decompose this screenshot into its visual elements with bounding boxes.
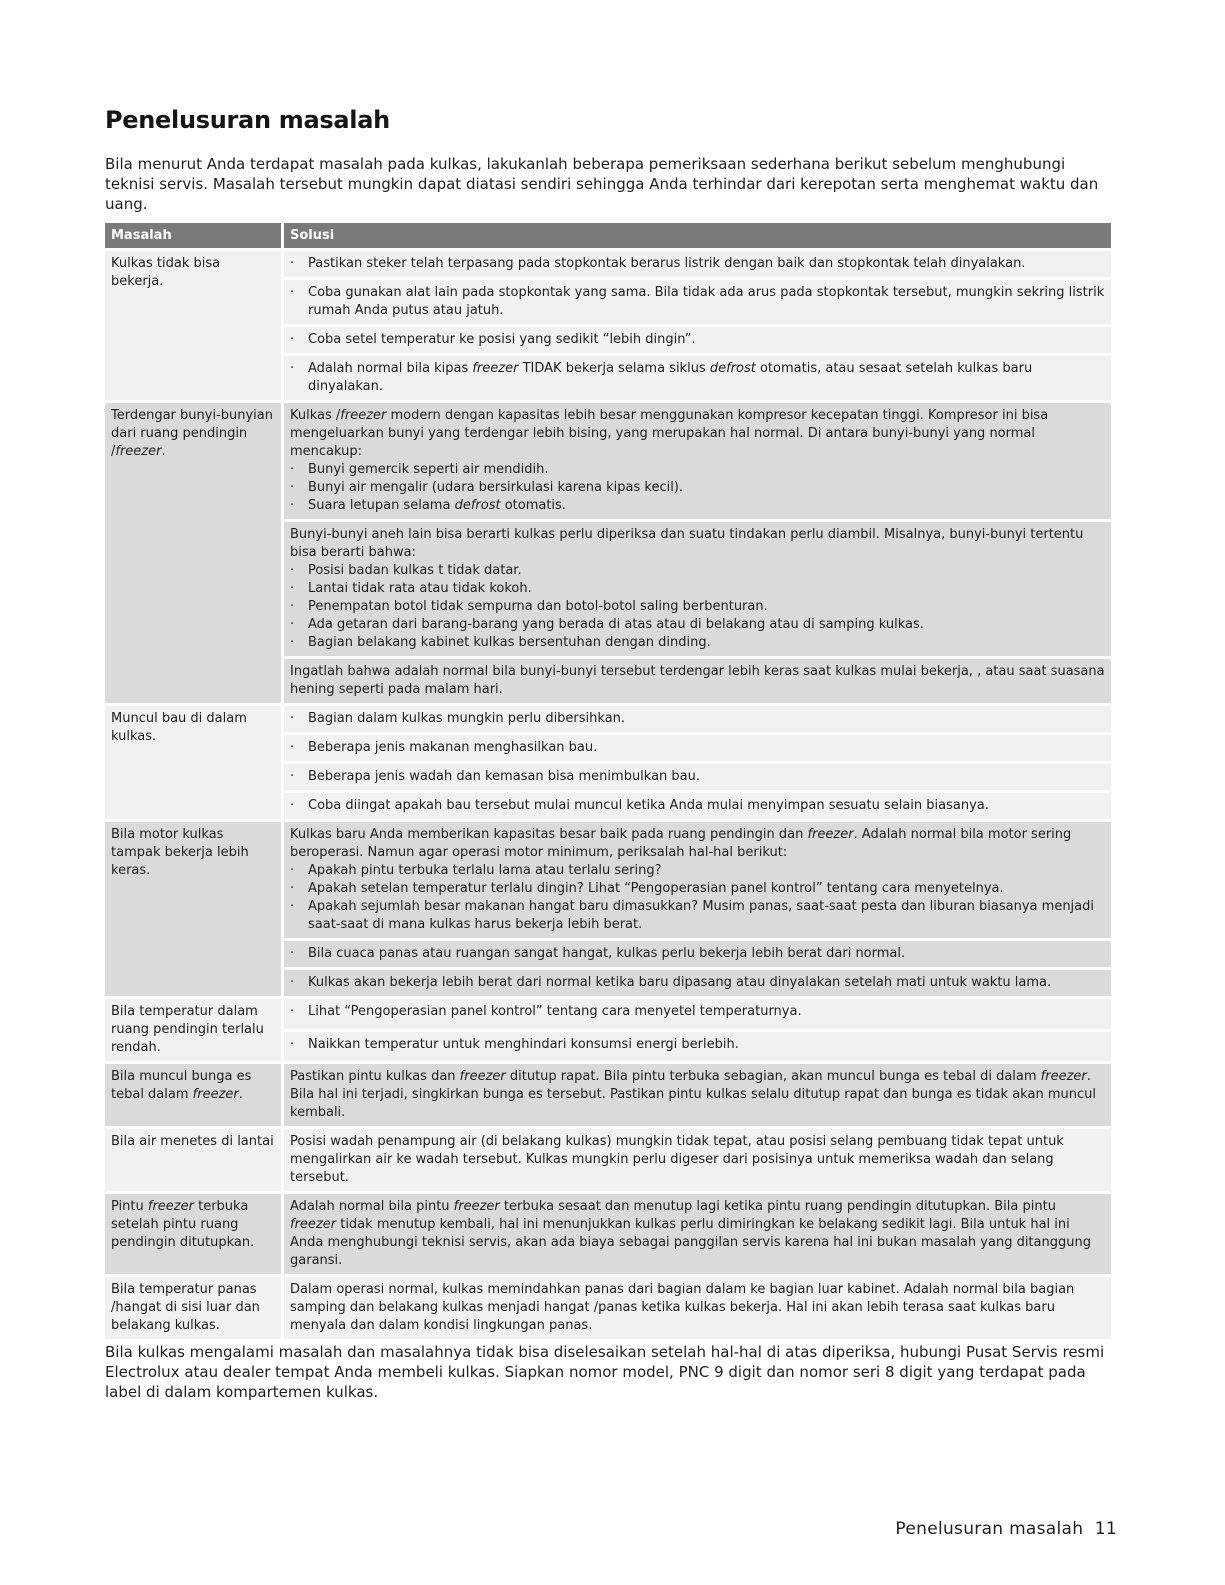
table-row [105,403,1111,519]
solution-cell [284,1194,1111,1274]
table-row [105,822,1111,938]
bullet-marker: · [290,899,295,914]
bullet-text: Coba diingat apakah bau tersebut mulai muncul ketika Anda mulai menyimpan sesuatu selain biasanya. [308,798,989,813]
solution-bullet [290,710,1105,728]
bullet-text: Beberapa jenis wadah dan kemasan bisa menimbulkan bau. [308,769,701,784]
solution-bullet [290,797,1105,815]
bullet-text: Bila cuaca panas atau ruangan sangat hangat, kulkas perlu bekerja lebih berat dari normal. [308,946,906,961]
closing-paragraph: Bila kulkas mengalami masalah dan masalahnya tidak bisa diselesaikan setelah hal-hal di atas diperiksa, hubungi Pusat Servis resmi Electrolux atau dealer tempat Anda membeli kulkas. Siapkan nomor model, PNC 9 digit dan nomor seri 8 digit yang terdapat pada label di dalam kompartemen kulkas. [105,1343,1105,1401]
italic-term: freezer [459,1069,506,1084]
bullet-marker: · [290,1004,295,1019]
problem-cell: Bila temperatur panas /hangat di sisi luar dan belakang kulkas. [105,1277,281,1339]
bullet-text: Penempatan botol tidak sempurna dan botol-botol saling berbenturan. [308,599,768,614]
solution-cell [284,822,1111,938]
solution-bullet [290,580,1105,598]
bullet-text: Coba setel temperatur ke posisi yang sedikit “lebih dingin”. [308,332,696,347]
solution-bullet [290,461,1105,479]
solution-bullet [290,616,1105,634]
solution-cell [284,1064,1111,1126]
bullet-text: Naikkan temperatur untuk menghindari konsumsi energi berlebih. [308,1036,739,1052]
bullet-text: Kulkas akan bekerja lebih berat dari normal ketika baru dipasang atau dinyalakan setelah mati untuk waktu lama. [308,975,1052,990]
solution-bullet [290,360,1105,396]
solution-cell [284,251,1111,277]
bullet-marker: · [290,617,295,632]
bullet-text: Lihat “Pengoperasian panel kontrol” tentang cara menyetel temperaturnya. [308,1004,802,1019]
problem-cell: Pintu freezer terbuka setelah pintu ruang pendingin ditutupkan. [105,1194,281,1274]
bullet-marker: · [290,975,295,990]
table-row [105,1194,1111,1274]
table-body [105,251,1111,1339]
solution-bullet [290,634,1105,652]
solution-cell [284,522,1111,656]
solution-cell [284,659,1111,703]
problem-cell: Bila motor kulkas tampak bekerja lebih keras. [105,822,281,996]
solution-bullet [290,898,1105,934]
solution-cell [284,706,1111,732]
bullet-text: Adalah normal bila kipas freezer TIDAK bekerja selama siklus defrost otomatis, atau sesaat setelah kulkas baru dinyalakan. [308,361,1033,394]
bullet-marker: · [290,332,295,347]
bullet-text: Lantai tidak rata atau tidak kokoh. [308,581,532,596]
bullet-text: Apakah setelan temperatur terlalu dingin? Lihat “Pengoperasian panel kontrol” tentang cara menyetelnya. [308,881,1004,896]
solution-bullet [290,862,1105,880]
solution-cell [284,941,1111,967]
italic-term: freezer [453,1199,500,1214]
italic-term: freezer [147,1199,194,1214]
bullet-marker: · [290,798,295,813]
bullet-marker: · [290,361,295,376]
solution-bullet [290,974,1105,992]
page-title: Penelusuran masalah [105,106,390,134]
solution-cell [284,970,1111,996]
solution-cell [284,356,1111,400]
bullet-marker: · [290,581,295,596]
bullet-marker: · [290,863,295,878]
bullet-marker: · [290,769,295,784]
bullet-text: Ada getaran dari barang-barang yang berada di atas atau di belakang atau di samping kulkas. [308,617,924,632]
page-number: 11 [1094,1519,1117,1539]
bullet-text: Suara letupan selama defrost otomatis. [308,498,566,513]
italic-term: defrost [709,361,756,376]
solution-text: Kulkas baru Anda memberikan kapasitas besar baik pada ruang pendingin dan freezer. Adalah normal bila motor sering beroperasi. Namun agar operasi motor minimum, periksalah hal-hal berikut: [290,827,1072,860]
bullet-text: Coba gunakan alat lain pada stopkontak yang sama. Bila tidak ada arus pada stopkontak tersebut, mungkin sekring listrik rumah Anda putus atau jatuh. [308,285,1105,318]
italic-term: freezer [290,1217,337,1232]
solution-cell [284,1032,1111,1062]
bullet-marker: · [290,711,295,726]
italic-term: freezer [472,361,519,376]
bullet-marker: · [290,498,295,513]
solution-bullet [290,284,1105,320]
bullet-marker: · [290,462,295,477]
solution-cell [284,764,1111,790]
italic-term: freezer [1040,1069,1087,1084]
solution-bullet [290,331,1105,349]
solution-cell [284,403,1111,519]
solution-cell [284,793,1111,819]
solution-bullet [290,598,1105,616]
solution-text: Ingatlah bahwa adalah normal bila bunyi-bunyi tersebut terdengar lebih keras saat kulkas mulai bekerja, , atau saat suasana hening seperti pada malam hari. [290,664,1105,697]
footer-section-title: Penelusuran masalah [895,1519,1084,1539]
solution-cell [284,735,1111,761]
italic-term: freezer [807,827,854,842]
bullet-text: Bagian dalam kulkas mungkin perlu dibersihkan. [308,711,626,726]
table-row [105,1129,1111,1191]
solution-cell [284,1129,1111,1191]
italic-term: freezer [192,1087,239,1102]
problem-cell: Bila air menetes di lantai [105,1129,281,1191]
table-row [105,1064,1111,1126]
table-header-row [105,223,1111,248]
problem-cell: Muncul bau di dalam kulkas. [105,706,281,819]
solution-bullet [290,945,1105,963]
bullet-text: Posisi badan kulkas t tidak datar. [308,563,522,578]
bullet-marker: · [290,256,295,271]
bullet-marker: · [290,946,295,961]
bullet-marker: · [290,635,295,650]
table-row [105,251,1111,277]
solution-bullet [290,739,1105,757]
intro-paragraph: Bila menurut Anda terdapat masalah pada kulkas, lakukanlah beberapa pemeriksaan sederhana berikut sebelum menghubungi teknisi servis. Masalah tersebut mungkin dapat diatasi sendiri sehingga Anda terhindar dari kerepotan serta menghemat waktu dan uang. [105,155,1099,213]
italic-term: freezer [340,408,387,423]
bullet-marker: · [290,563,295,578]
bullet-marker: · [290,740,295,755]
bullet-text: Apakah pintu terbuka terlalu lama atau terlalu sering? [308,863,662,878]
solution-bullet [290,880,1105,898]
solution-text: Bunyi-bunyi aneh lain bisa berarti kulkas perlu diperiksa dan suatu tindakan perlu diambil. Misalnya, bunyi-bunyi tertentu bisa berarti bahwa: [290,527,1084,560]
page-footer [895,1519,1117,1539]
solution-bullet [290,255,1105,273]
bullet-marker: · [290,881,295,896]
problem-cell: Kulkas tidak bisa bekerja. [105,251,281,400]
bullet-text: Bunyi gemercik seperti air mendidih. [308,462,549,477]
troubleshooting-table [102,220,1114,1342]
solution-bullet [290,1003,1105,1021]
bullet-text: Beberapa jenis makanan menghasilkan bau. [308,740,598,755]
bullet-marker: · [290,1036,295,1052]
solution-text: Posisi wadah penampung air (di belakang kulkas) mungkin tidak tepat, atau posisi selang pembuang tidak tepat untuk mengalirkan air ke wadah tersebut. Kulkas mungkin perlu digeser dari posisinya untuk memeriksa wadah dan selang tersebut. [290,1134,1064,1185]
bullet-text: Bagian belakang kabinet kulkas bersentuhan dengan dinding. [308,635,711,650]
solution-bullet [290,497,1105,515]
solution-cell [284,327,1111,353]
problem-cell: Bila temperatur dalam ruang pendingin terlalu rendah. [105,999,281,1061]
bullet-marker: · [290,480,295,495]
bullet-text: Pastikan steker telah terpasang pada stopkontak berarus listrik dengan baik dan stopkontak telah dinyalakan. [308,256,1026,271]
header-masalah: Masalah [105,223,281,248]
solution-text: Adalah normal bila pintu freezer terbuka sesaat dan menutup lagi ketika pintu ruang pendingin ditutupkan. Bila pintu freezer tidak menutup kembali, hal ini menunjukkan kulkas perlu dimiringkan ke belakang sedikit lagi. Bila untuk hal ini Anda menghubungi teknisi servis, akan ada biaya sebagai panggilan servis karena hal ini bukan masalah yang ditanggung garansi. [290,1199,1091,1268]
problem-cell: Terdengar bunyi-bunyian dari ruang pendingin /freezer. [105,403,281,703]
italic-term: defrost [454,498,501,513]
header-solusi: Solusi [284,223,1111,248]
problem-cell: Bila muncul bunga es tebal dalam freezer. [105,1064,281,1126]
solution-bullet [290,768,1105,786]
solution-bullet [290,479,1105,497]
bullet-marker: · [290,599,295,614]
solution-bullet [290,1036,1105,1054]
solution-bullet [290,562,1105,580]
solution-cell [284,280,1111,324]
solution-cell [284,999,1111,1029]
table-row [105,999,1111,1029]
bullet-text: Bunyi air mengalir (udara bersirkulasi karena kipas kecil). [308,480,684,495]
solution-cell [284,1277,1111,1339]
bullet-text: Apakah sejumlah besar makanan hangat baru dimasukkan? Musim panas, saat-saat pesta dan liburan biasanya menjadi saat-saat di mana kulkas harus bekerja lebih berat. [308,899,1094,932]
solution-text: Pastikan pintu kulkas dan freezer ditutup rapat. Bila pintu terbuka sebagian, akan muncul bunga es tebal di dalam freezer. Bila hal ini terjadi, singkirkan bunga es tersebut. Pastikan pintu kulkas selalu ditutup rapat dan bunga es tidak akan muncul kembali. [290,1069,1096,1120]
italic-term: freezer [115,444,162,459]
bullet-marker: · [290,285,295,300]
solution-text: Dalam operasi normal, kulkas memindahkan panas dari bagian dalam ke bagian luar kabinet. Adalah normal bila bagian samping dan belakang kulkas menjadi hangat /panas ketika kulkas bekerja. Hal ini akan lebih terasa saat kulkas baru menyala dan dalam kondisi lingkungan panas. [290,1282,1075,1333]
table-row [105,1277,1111,1339]
solution-text: Kulkas /freezer modern dengan kapasitas lebih besar menggunakan kompresor kecepatan tinggi. Kompresor ini bisa mengeluarkan bunyi yang terdengar lebih bising, yang merupakan hal normal. Di antara bunyi-bunyi yang normal mencakup: [290,408,1049,459]
table-row [105,706,1111,732]
